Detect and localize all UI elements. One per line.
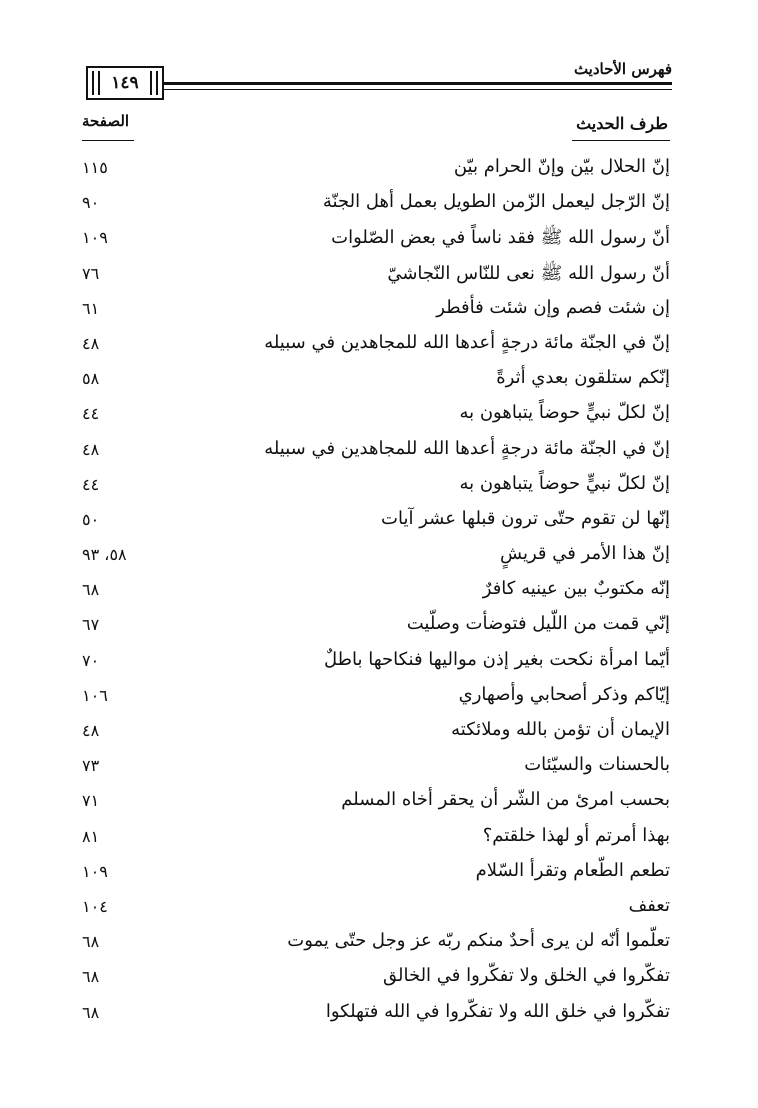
list-item (0, 574, 758, 609)
hadith-text: أنّ رسول الله ﷺ فقد ناساً في بعض الصّلوات (331, 227, 670, 249)
page-reference: ٦٨ (82, 580, 100, 600)
hadith-text: إن شئت فصم وإن شئت فأفطر (436, 296, 670, 318)
list-item (0, 926, 758, 961)
hadith-text: تعلّموا أنّه لن يرى أحدٌ منكم ربّه عز وجل حتّى يموت (287, 930, 670, 952)
list-item (0, 645, 758, 680)
list-item (0, 469, 758, 504)
column-header-page: الصفحة (82, 112, 130, 130)
page-reference: ١٠٤ (82, 896, 108, 916)
hadith-text: إنّ في الجنّة مائة درجةٍ أعدها الله للمجاهدين في سبيله (264, 331, 670, 353)
list-item (0, 891, 758, 926)
page-reference: ٤٨ (82, 333, 100, 353)
hadith-text: بالحسنات والسيّئات (524, 754, 670, 776)
list-item (0, 222, 758, 257)
hadith-text: إنّ الحلال بيّن وإنّ الحرام بيّن (453, 156, 670, 177)
page-reference: ٧٦ (82, 263, 100, 283)
hadith-text: إنّها لن تقوم حتّى ترون قبلها عشر آيات (381, 507, 670, 529)
hadith-text: تعفف (628, 894, 670, 916)
page-reference: ٩٠ (82, 193, 100, 213)
hadith-text: إنّ لكلّ نبيٍّ حوضاً يتباهون به (459, 472, 670, 494)
page-reference: ١١٥ (82, 158, 108, 177)
hadith-text: بحسب امرئ من الشّر أن يحقر أخاه المسلم (341, 789, 670, 811)
column-header-entry: طرف الحديث (576, 114, 668, 133)
hadith-text: إنّه مكتوبٌ بين عينيه كافرٌ (482, 578, 670, 600)
page-number: ١٤٩ (111, 73, 139, 93)
page-reference: ٦٧ (82, 615, 100, 635)
hadith-text: تفكّروا في خلق الله ولا تفكّروا في الله فتهلكوا (325, 1000, 670, 1022)
page-reference: ٤٨ (82, 721, 100, 740)
list-item (0, 997, 758, 1032)
hadith-index-list (0, 152, 758, 1032)
header-rule (94, 82, 672, 90)
list-item (0, 821, 758, 856)
hadith-text: الإيمان أن تؤمن بالله وملائكته (451, 719, 670, 740)
running-header-title: فهرس الأحاديث (573, 60, 672, 78)
hadith-text: تفكّروا في الخلق ولا تفكّروا في الخالق (382, 965, 670, 987)
page-reference: ١٠٦ (82, 685, 108, 705)
list-item (0, 398, 758, 433)
list-item (0, 363, 758, 398)
list-item (0, 856, 758, 891)
hadith-text: أنّ رسول الله ﷺ نعى للنّاس النّجاشيّ (387, 262, 670, 284)
page-reference: ٧١ (82, 791, 100, 811)
page-reference: ٦١ (82, 298, 100, 318)
list-item (0, 609, 758, 644)
list-item (0, 961, 758, 996)
page-reference: ١٠٩ (82, 861, 108, 881)
column-header-page-underline (82, 140, 134, 141)
hadith-text: بهذا أمرتم أو لهذا خلقتم؟ (482, 824, 670, 846)
hadith-text: إيّاكم وذكر أصحابي وأصهاري (458, 683, 670, 705)
hadith-text: إنّ هذا الأمر في قريشٍ (500, 543, 670, 565)
page-reference: ٨١ (82, 826, 100, 846)
page-reference: ٤٨ (82, 439, 100, 459)
page-number-box (86, 66, 164, 100)
list-item (0, 434, 758, 469)
list-item (0, 539, 758, 574)
list-item (0, 187, 758, 222)
page-reference: ٦٨ (82, 932, 100, 952)
page-reference: ١٠٩ (82, 228, 108, 248)
hadith-text: أيّما امرأة نكحت بغير إذن مواليها فنكاحها باطلٌ (324, 648, 670, 670)
page-reference: ٦٨ (82, 1002, 100, 1022)
list-item (0, 715, 758, 750)
page-reference: ٤٤ (82, 474, 100, 494)
list-item (0, 750, 758, 785)
list-item (0, 785, 758, 820)
hadith-text: إنّ الرّجل ليعمل الزّمن الطويل بعمل أهل الجنّة (322, 191, 670, 213)
hadith-text: تطعم الطّعام وتقرأ السّلام (475, 859, 670, 881)
list-item (0, 258, 758, 293)
list-item (0, 504, 758, 539)
page-reference: ٥٨ (82, 369, 100, 389)
page-reference: ٥٠ (82, 509, 100, 529)
list-item (0, 152, 758, 187)
hadith-text: إنّ في الجنّة مائة درجةٍ أعدها الله للمجاهدين في سبيله (264, 437, 670, 459)
column-header-entry-underline (572, 140, 670, 141)
hadith-text: إنّ لكلّ نبيٍّ حوضاً يتباهون به (459, 402, 670, 424)
page-reference: ٦٨ (82, 967, 100, 987)
list-item (0, 328, 758, 363)
hadith-text: إنّي قمت من اللّيل فتوضأت وصلّيت (406, 613, 670, 635)
list-item (0, 293, 758, 328)
page-reference: ٧٠ (82, 650, 100, 670)
page-reference: ٥٨، ٩٣ (82, 545, 127, 565)
page-reference: ٤٤ (82, 404, 100, 424)
page-reference: ٧٣ (82, 756, 100, 776)
list-item (0, 680, 758, 715)
hadith-text: إنّكم ستلقون بعدي أثرةً (496, 367, 670, 389)
